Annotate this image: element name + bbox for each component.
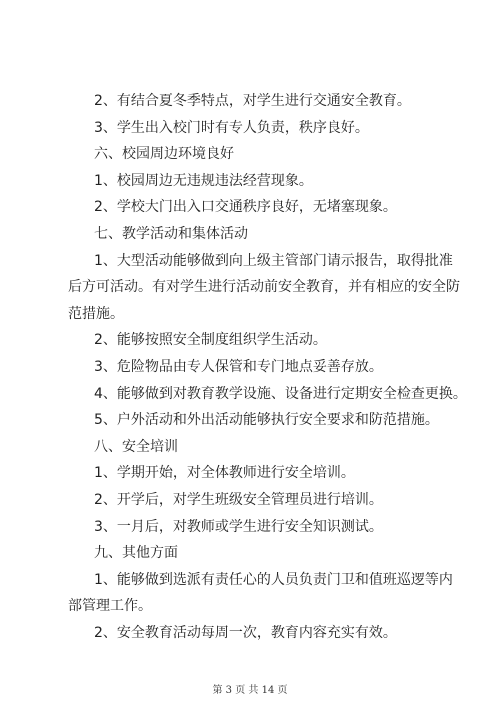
paragraph-line: 1、能够做到选派有责任心的人员负责门卫和值班巡逻等内 [94, 571, 453, 588]
paragraph-line: 1、大型活动能够做到向上级主管部门请示报告，取得批准 [94, 252, 453, 269]
paragraph-line: 1、校园周边无违规违法经营现象。 [94, 172, 313, 189]
document-body [68, 88, 467, 646]
paragraph-line: 4、能够做到对教育教学设施、设备进行定期安全检查更换。 [94, 385, 467, 402]
paragraph-line: 范措施。 [68, 305, 124, 322]
paragraph-line: 2、学校大门出入口交通秩序良好，无堵塞现象。 [94, 199, 397, 216]
paragraph-line: 部管理工作。 [68, 598, 152, 615]
section-heading: 七、教学活动和集体活动 [94, 225, 248, 242]
section-heading: 九、其他方面 [94, 545, 178, 562]
section-heading: 六、校园周边环境良好 [94, 146, 234, 163]
paragraph-line: 5、户外活动和外出活动能够执行安全要求和防范措施。 [94, 412, 439, 429]
paragraph-line: 2、能够按照安全制度组织学生活动。 [94, 332, 327, 349]
paragraph-line: 3、危险物品由专人保管和专门地点妥善存放。 [94, 358, 383, 375]
paragraph-line: 2、有结合夏冬季特点，对学生进行交通安全教育。 [94, 93, 411, 109]
section-heading: 八、安全培训 [94, 438, 178, 455]
paragraph-line: 3、一月后，对教师或学生进行安全知识测试。 [94, 518, 383, 535]
page-footer: 第 3 页 共 14 页 [212, 685, 288, 696]
paragraph-line: 2、开学后，对学生班级安全管理员进行培训。 [94, 491, 383, 508]
paragraph-line: 1、学期开始，对全体教师进行安全培训。 [94, 465, 355, 482]
paragraph-line: 2、安全教育活动每周一次，教育内容充实有效。 [94, 624, 397, 641]
paragraph-line: 后方可活动。有对学生进行活动前安全教育，并有相应的安全防 [68, 279, 460, 296]
paragraph-line: 3、学生出入校门时有专人负责，秩序良好。 [94, 119, 369, 136]
